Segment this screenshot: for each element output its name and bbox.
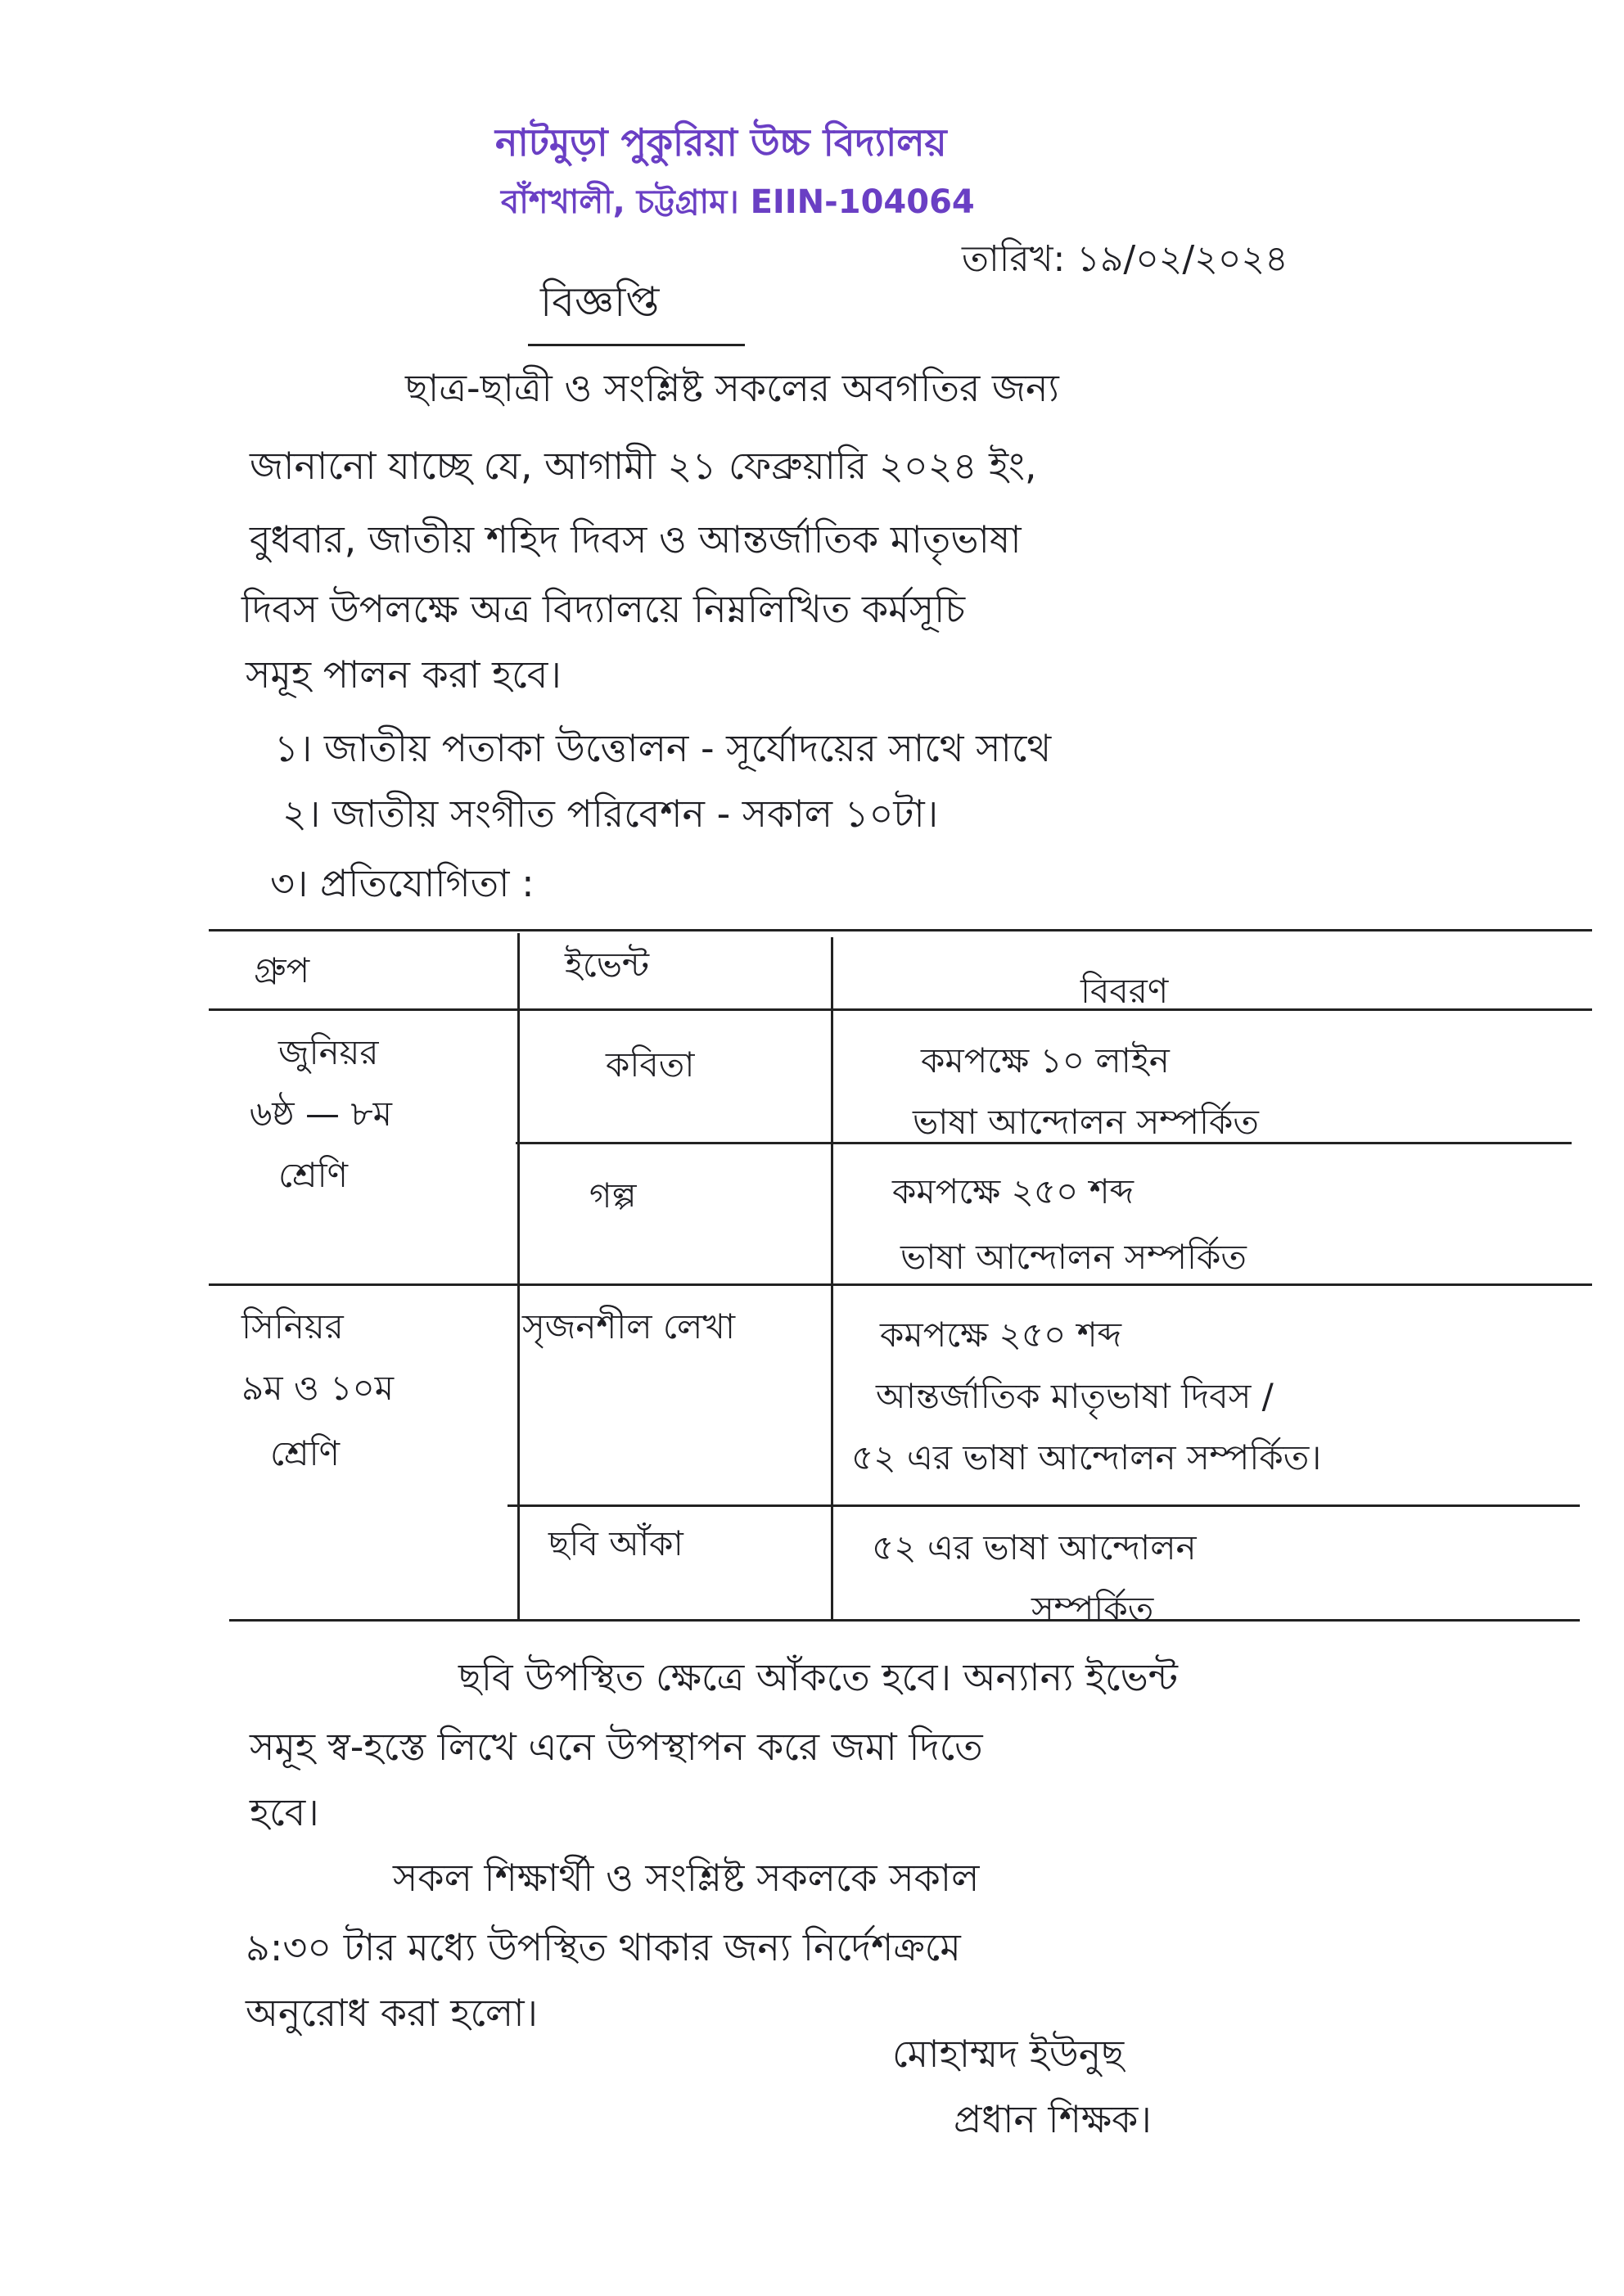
table-cell-details: ভাষা আন্দোলন সম্পর্কিত: [913, 1102, 1259, 1142]
table-cell-event: গল্প: [589, 1175, 637, 1216]
table-cell-event: ছবি আঁকা: [548, 1523, 683, 1563]
note-line-3: হবে।: [250, 1790, 319, 1834]
intro-line-2: জানানো যাচ্ছে যে, আগামী ২১ ফেব্রুয়ারি ২০২৪ ইং,: [250, 444, 1037, 488]
title-underline: [528, 344, 745, 346]
table-row-rule: [508, 1504, 1580, 1507]
intro-line-5: সমূহ পালন করা হবে।: [246, 652, 562, 697]
note-line-6: অনুরোধ করা হলো।: [246, 1991, 538, 2035]
table-cell-group: জুনিয়র: [278, 1032, 379, 1072]
table-col-divider: [517, 933, 520, 1619]
table-col-divider: [831, 937, 833, 1619]
table-header-details: বিবরণ: [1080, 971, 1169, 1011]
notice-title: বিজ্ঞপ্তি: [540, 278, 660, 326]
table-cell-event: কবিতা: [606, 1044, 695, 1085]
table-cell-details: আন্তর্জাতিক মাতৃভাষা দিবস /: [876, 1376, 1274, 1416]
table-cell-details: ৫২ এর ভাষা আন্দোলন: [872, 1527, 1197, 1568]
table-cell-details: কমপক্ষে ১০ লাইন: [921, 1040, 1170, 1080]
table-cell-group: শ্রেণি: [278, 1155, 348, 1195]
signatory-name: মোহাম্মদ ইউনুছ: [892, 2032, 1125, 2076]
table-cell-event: সৃজনশীল লেখা: [522, 1306, 735, 1346]
table-cell-group: ৬ষ্ঠ — ৮ম: [250, 1094, 392, 1134]
note-line-5: ৯:৩০ টার মধ্যে উপস্থিত থাকার জন্য নির্দেশক্রমে: [246, 1925, 961, 1969]
table-header-event: ইভেন্ট: [565, 945, 650, 985]
table-cell-details: ভাষা আন্দোলন সম্পর্কিত: [900, 1237, 1247, 1277]
school-name-stamp: নাটমুড়া পুকুরিয়া উচ্চ বিদ্যালয়: [495, 120, 947, 165]
table-header-group: গ্রুপ: [254, 950, 310, 990]
table-header-rule: [209, 1008, 1592, 1011]
notice-date: তারিখ: ১৯/০২/২০২৪: [962, 238, 1288, 280]
table-cell-group: ৯ম ও ১০ম: [241, 1368, 395, 1408]
intro-line-3: বুধবার, জাতীয় শহিদ দিবস ও আন্তর্জাতিক মাতৃভাষা: [250, 517, 1022, 562]
table-top-rule: [209, 929, 1592, 931]
program-item-3: ৩। প্রতিযোগিতা :: [270, 861, 535, 905]
table-cell-details: সম্পর্কিত: [1031, 1589, 1154, 1629]
intro-line-1: ছাত্র-ছাত্রী ও সংশ্লিষ্ট সকলের অবগতির জন্য: [405, 366, 1059, 410]
table-cell-group: সিনিয়র: [241, 1306, 344, 1346]
note-line-1: ছবি উপস্থিত ক্ষেত্রে আঁকতে হবে। অন্যান্য ইভেন্ট: [458, 1655, 1178, 1699]
note-line-2: সমূহ স্ব-হস্তে লিখে এনে উপস্থাপন করে জমা দিতে: [250, 1725, 983, 1769]
table-cell-details: কমপক্ষে ২৫০ শব্দ: [892, 1171, 1135, 1211]
table-cell-details: ৫২ এর ভাষা আন্দোলন সম্পর্কিত।: [851, 1437, 1322, 1477]
table-cell-group: শ্রেণি: [270, 1433, 340, 1473]
program-item-1: ১। জাতীয় পতাকা উত্তোলন - সূর্যোদয়ের সাথে সাথে: [274, 726, 1052, 770]
table-group-rule: [209, 1283, 1592, 1286]
note-line-4: সকল শিক্ষার্থী ও সংশ্লিষ্ট সকলকে সকাল: [393, 1856, 980, 1900]
school-address-stamp: বাঁশখালী, চট্টগ্রাম। EIIN-104064: [501, 183, 975, 221]
program-item-2: ২। জাতীয় সংগীত পরিবেশন - সকাল ১০টা।: [282, 792, 939, 836]
table-cell-details: কমপক্ষে ২৫০ শব্দ: [880, 1315, 1122, 1355]
intro-line-4: দিবস উপলক্ষে অত্র বিদ্যালয়ে নিম্নলিখিত কর্মসূচি: [241, 587, 966, 631]
signatory-title: প্রধান শিক্ষক।: [954, 2097, 1152, 2141]
table-bottom-rule: [229, 1619, 1580, 1622]
